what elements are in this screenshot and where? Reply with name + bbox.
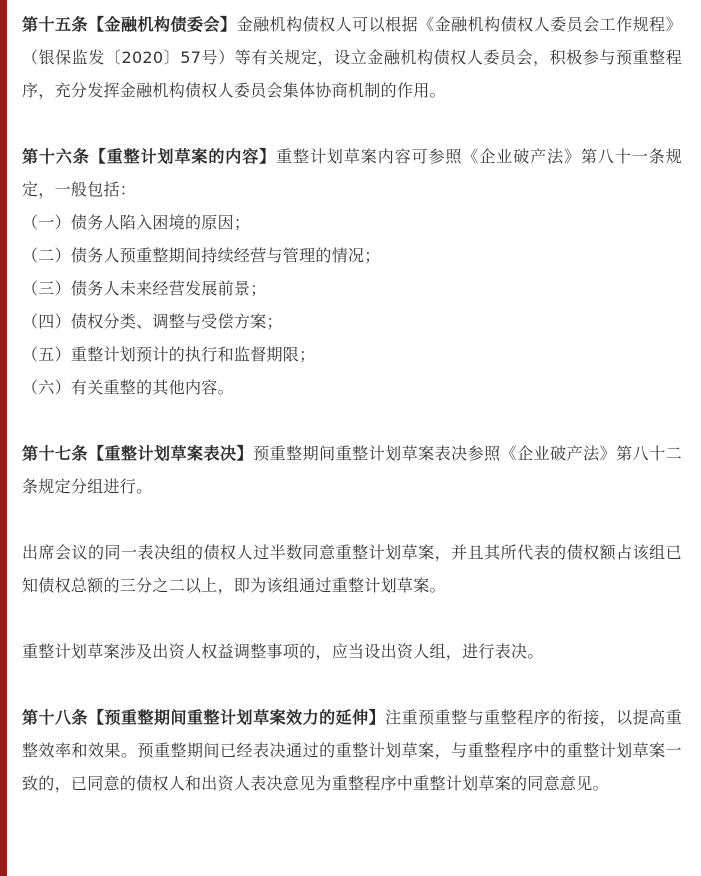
article-16-item: （一）债务人陷入困境的原因； bbox=[22, 213, 251, 232]
spacer bbox=[22, 668, 682, 701]
left-accent-bar bbox=[0, 0, 7, 876]
article-15 bbox=[22, 8, 682, 107]
article-17-paragraph-3: 重整计划草案涉及出资人权益调整事项的，应当设出资人组，进行表决。 bbox=[22, 642, 544, 661]
article-16-item: （三）债务人未来经营发展前景； bbox=[22, 279, 267, 298]
spacer bbox=[22, 503, 682, 536]
article-17-paragraph-2: 出席会议的同一表决组的债权人过半数同意重整计划草案，并且其所代表的债权额占该组已知债权总额的三分之二以上，即为该组通过重整计划草案。 bbox=[22, 543, 682, 595]
article-16-item: （四）债权分类、调整与受偿方案； bbox=[22, 312, 283, 331]
article-16 bbox=[22, 140, 682, 206]
article-15-body: 金融机构债权人可以根据《金融机构债权人委员会工作规程》（银保监发〔2020〕57号）等有关规定，设立金融机构债权人委员会，积极参与预重整程序，充分发挥金融机构债权人委员会集体协商机制的作用。 bbox=[22, 15, 682, 100]
spacer bbox=[22, 602, 682, 635]
article-18 bbox=[22, 701, 682, 800]
spacer bbox=[22, 404, 682, 437]
article-16-body: 重整计划草案内容可参照《企业破产法》第八十一条规定，一般包括： bbox=[22, 147, 682, 199]
article-16-title: 第十六条【重整计划草案的内容】 bbox=[22, 147, 277, 166]
article-15-title: 第十五条【金融机构债委会】 bbox=[22, 15, 237, 34]
document-content bbox=[22, 8, 682, 800]
spacer bbox=[22, 107, 682, 140]
article-17 bbox=[22, 437, 682, 503]
article-17-body: 预重整期间重整计划草案表决参照《企业破产法》第八十二条规定分组进行。 bbox=[22, 444, 682, 496]
cropped-next-line bbox=[200, 868, 360, 876]
article-16-item: （二）债务人预重整期间持续经营与管理的情况； bbox=[22, 246, 381, 265]
article-16-item: （五）重整计划预计的执行和监督期限； bbox=[22, 345, 316, 364]
article-17-title: 第十七条【重整计划草案表决】 bbox=[22, 444, 254, 463]
article-16-item: （六）有关重整的其他内容。 bbox=[22, 378, 234, 397]
article-18-body: 注重预重整与重整程序的衔接，以提高重整效率和效果。预重整期间已经表决通过的重整计划草案，与重整程序中的重整计划草案一致的，已同意的债权人和出资人表决意见为重整程序中重整计划草案的同意意见。 bbox=[22, 708, 682, 793]
article-18-title: 第十八条【预重整期间重整计划草案效力的延伸】 bbox=[22, 708, 386, 727]
